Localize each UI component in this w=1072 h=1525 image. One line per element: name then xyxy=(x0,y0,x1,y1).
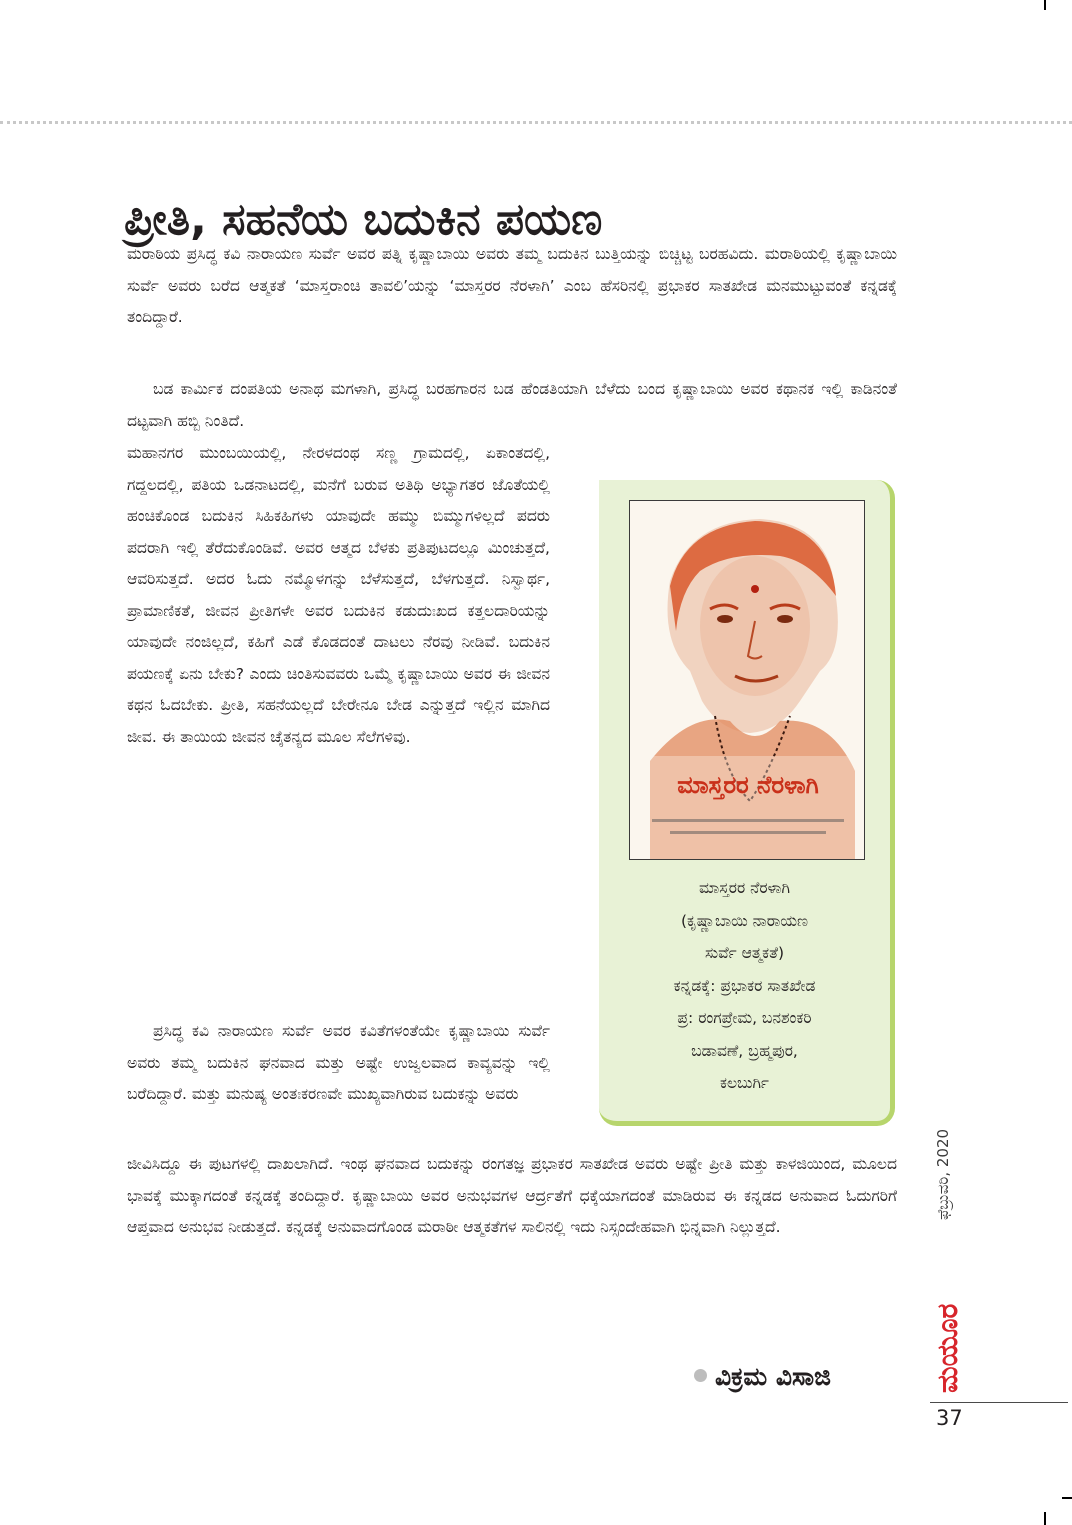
folio-divider xyxy=(930,1402,1068,1403)
book-caption xyxy=(599,872,890,1100)
caption-line: ಸುರ್ವೆ ಆತ್ಮಕತೆ) xyxy=(704,944,785,962)
caption-line: ಪ್ರ: ರಂಗಪ್ರೇಮ, ಬನಶಂಕರಿ xyxy=(677,1009,812,1027)
author-byline xyxy=(694,1357,904,1397)
cover-title-text: ಮಾಸ್ತರರ ನೆರಳಾಗಿ xyxy=(677,771,819,799)
author-name: ವಿಕ್ರಮ ವಿಸಾಜಿ xyxy=(715,1362,831,1391)
portrait-illustration xyxy=(630,501,865,860)
caption-line: ಕಲಬುರ್ಗಿ xyxy=(720,1074,769,1092)
paragraph-5: ಜೀವಿಸಿದ್ದೂ ಈ ಪುಟಗಳಲ್ಲಿ ದಾಖಲಾಗಿದೆ. ಇಂಥ ಘನವಾದ ಬದುಕನ್ನು ರಂಗತಜ್ಞ ಪ್ರಭಾಕರ ಸಾತಖೇಡ ಅವರು ಅಷ್ಟೇ ಪ್ರೀತಿ ಮತ್ತು ಕಾಳಜಿಯಿಂದ, ಮೂಲದ ಭಾವಕ್ಕೆ ಮುಕ್ಕಾಗದಂತೆ ಕನ್ನಡಕ್ಕೆ ತಂದಿದ್ದಾರೆ. ಕೃಷ್ಣಾಬಾಯಿ ಅವರ ಅನುಭವಗಳ ಆರ್ದ್ರತೆಗೆ ಧಕ್ಕೆಯಾಗದಂತೆ ಮಾಡಿರುವ ಈ ಕನ್ನಡದ ಅನುವಾದ ಓದುಗರಿಗೆ ಆಪ್ತವಾದ ಅನುಭವ ನೀಡುತ್ತದೆ. ಕನ್ನಡಕ್ಕೆ ಅನುವಾದಗೊಂಡ ಮರಾಠೀ ಆತ್ಮಕತೆಗಳ ಸಾಲಿನಲ್ಲಿ ಇದು ನಿಸ್ಸಂದೇಹವಾಗಿ ಭಿನ್ನವಾಗಿ ನಿಲ್ಲುತ್ತದೆ. xyxy=(127,1155,897,1236)
paragraph-4: ಪ್ರಸಿದ್ಧ ಕವಿ ನಾರಾಯಣ ಸುರ್ವೆ ಅವರ ಕವಿತೆಗಳಂತೆಯೇ ಕೃಷ್ಣಾಬಾಯಿ ಸುರ್ವೆ ಅವರು ತಮ್ಮ ಬದುಕಿನ ಘನವಾದ ಮತ್ತು ಅಷ್ಟೇ ಉಜ್ವಲವಾದ ಕಾವ್ಯವನ್ನು ಇಲ್ಲಿ ಬರೆದಿದ್ದಾರೆ. ಮತ್ತು ಮನುಷ್ಯ ಅಂತಃಕರಣವೇ ಮುಖ್ಯವಾಗಿರುವ ಬದುಕನ್ನು ಅವರು xyxy=(127,1022,550,1103)
paragraph-3: ಮಹಾನಗರ ಮುಂಬಯಿಯಲ್ಲಿ, ನೇರಳದಂಥ ಸಣ್ಣ ಗ್ರಾಮದಲ್ಲಿ, ಏಕಾಂತದಲ್ಲಿ, ಗದ್ದಲದಲ್ಲಿ, ಪತಿಯ ಒಡನಾಟದಲ್ಲಿ, ಮನೆಗೆ ಬರುವ ಅತಿಥಿ ಅಭ್ಯಾಗತರ ಜೊತೆಯಲ್ಲಿ ಹಂಚಿಕೊಂಡ ಬದುಕಿನ ಸಿಹಿಕಹಿಗಳು ಯಾವುದೇ ಹಮ್ಮು ಬಿಮ್ಮುಗಳಿಲ್ಲದೆ ಪದರು ಪದರಾಗಿ ಇಲ್ಲಿ ತೆರೆದುಕೊಂಡಿವೆ. ಅವರ ಆತ್ಮದ ಬೆಳಕು ಪ್ರತಿಪುಟದಲ್ಲೂ ಮಿಂಚುತ್ತದೆ, ಆವರಿಸುತ್ತದೆ. ಅದರ ಓದು ನಮ್ಮೊಳಗನ್ನು ಬೆಳೆಸುತ್ತದೆ, ಬೆಳಗುತ್ತದೆ. ನಿಸ್ವಾರ್ಥ, ಪ್ರಾಮಾಣಿಕತೆ, ಜೀವನ ಪ್ರೀತಿಗಳೇ ಅವರ ಬದುಕಿನ ಕಡುದುಃಖದ ಕತ್ತಲದಾರಿಯನ್ನು ಯಾವುದೇ ನಂಜಿಲ್ಲದೆ, ಕಹಿಗೆ ಎಡೆ ಕೊಡದಂತೆ ದಾಟಲು ನೆರವು ನೀಡಿವೆ. ಬದುಕಿನ ಪಯಣಕ್ಕೆ ಏನು ಬೇಕು? ಎಂದು ಚಿಂತಿಸುವವರು ಒಮ್ಮೆ ಕೃಷ್ಣಾಬಾಯಿ ಅವರ ಈ ಜೀವನ ಕಥನ ಓದಬೇಕು. ಪ್ರೀತಿ, ಸಹನೆಯಲ್ಲದೆ ಬೇರೇನೂ ಬೇಡ ಎನ್ನುತ್ತದೆ ಇಲ್ಲಿನ ಮಾಗಿದ ಜೀವ. ಈ ತಾಯಿಯ ಜೀವನ ಚೈತನ್ಯದ ಮೂಲ ಸೆಲೆಗಳಿವು. xyxy=(127,444,550,746)
book-info-sidebar xyxy=(599,480,895,1126)
magazine-logo: ಮಯೂರ xyxy=(931,1303,964,1393)
crop-mark xyxy=(1044,1512,1046,1525)
caption-line: (ಕೃಷ್ಣಾಬಾಯಿ ನಾರಾಯಣ xyxy=(680,911,808,930)
caption-line: ಬಡಾವಣೆ, ಬ್ರಹ್ಮಪುರ, xyxy=(691,1041,798,1060)
caption-line: ಮಾಸ್ತರರ ನೆರಳಾಗಿ xyxy=(699,879,790,897)
page-number: 37 xyxy=(936,1406,963,1430)
article-title: ಪ್ರೀತಿ, ಸಹನೆಯ ಬದುಕಿನ ಪಯಣ xyxy=(124,194,603,246)
crop-mark xyxy=(1062,1497,1072,1499)
bullet-icon xyxy=(694,1369,707,1382)
caption-line: ಕನ್ನಡಕ್ಕೆ: ಪ್ರಭಾಕರ ಸಾತಖೇಡ xyxy=(673,976,816,995)
paragraph-2: ಬಡ ಕಾರ್ಮಿಕ ದಂಪತಿಯ ಅನಾಥ ಮಗಳಾಗಿ, ಪ್ರಸಿದ್ಧ ಬರಹಗಾರನ ಬಡ ಹೆಂಡತಿಯಾಗಿ ಬೆಳೆದು ಬಂದ ಕೃಷ್ಣಾಬಾಯಿ ಅವರ ಕಥಾನಕ ಇಲ್ಲಿ ಕಾಡಿನಂತೆ ದಟ್ಟವಾಗಿ ಹಬ್ಬಿ ನಿಂತಿದೆ. xyxy=(127,380,897,430)
crop-mark xyxy=(1044,0,1046,10)
header-dotted-rule xyxy=(0,121,1072,124)
issue-date: ಫೆಬ್ರುವರಿ, 2020 xyxy=(934,1128,952,1220)
paragraph-intro: ಮರಾಠಿಯ ಪ್ರಸಿದ್ಧ ಕವಿ ನಾರಾಯಣ ಸುರ್ವೆ ಅವರ ಪತ್ನಿ ಕೃಷ್ಣಾಬಾಯಿ ಅವರು ತಮ್ಮ ಬದುಕಿನ ಬುತ್ತಿಯನ್ನು ಬಿಚ್ಚಿಟ್ಟ ಬರಹವಿದು. ಮರಾಠಿಯಲ್ಲಿ ಕೃಷ್ಣಾಬಾಯಿ ಸುರ್ವೆ ಅವರು ಬರೆದ ಆತ್ಮಕತೆ ‘ಮಾಸ್ತರಾಂಚಿ ತಾವಲಿ’ಯನ್ನು ‘ಮಾಸ್ತರರ ನೆರಳಾಗಿ’ ಎಂಬ ಹೆಸರಿನಲ್ಲಿ ಪ್ರಭಾಕರ ಸಾತಖೇಡ ಮನಮುಟ್ಟುವಂತೆ ಕನ್ನಡಕ್ಕೆ ತಂದಿದ್ದಾರೆ. xyxy=(127,245,897,326)
book-cover-image xyxy=(629,500,865,860)
